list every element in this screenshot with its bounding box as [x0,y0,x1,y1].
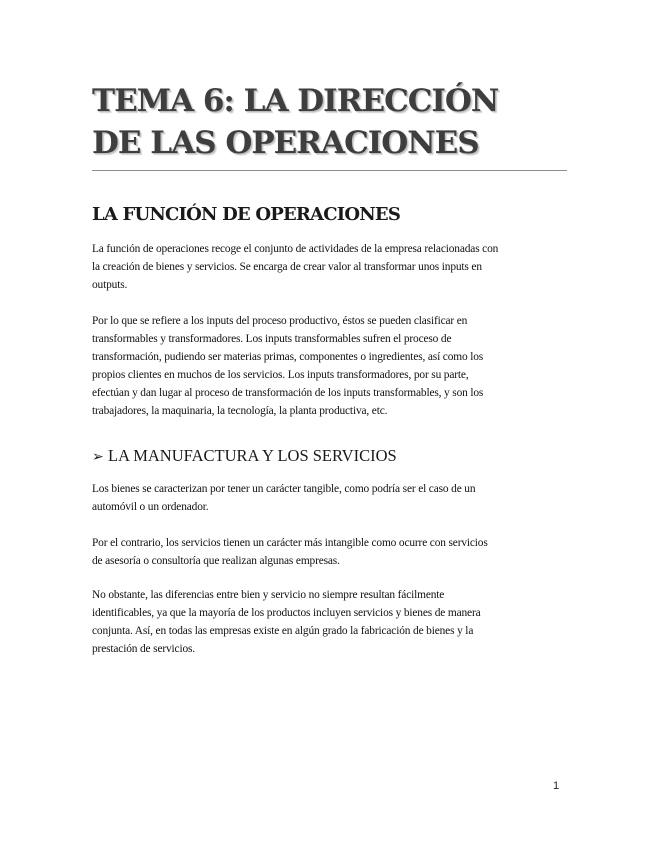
subheading-text: LA MANUFACTURA Y LOS SERVICIOS [108,446,397,465]
subheading-manufactura-servicios [92,444,397,470]
title-line: TEMA 6: LA DIRECCIÓN [92,83,499,119]
title-divider [92,170,567,171]
paragraph-bienes [92,480,562,516]
text-line: Por lo que se refiere a los inputs del proceso productivo, éstos se pueden clasificar en [92,315,468,327]
text-line: conjunta. Así, en todas las empresas existe en algún grado la fabricación de bienes y la [92,625,474,637]
text-line: prestación de servicios. [92,643,195,655]
title-block [92,80,567,171]
text-line: la creación de bienes y servicios. Se encarga de crear valor al transformar unos inputs en [92,261,482,273]
section-heading: LA FUNCIÓN DE OPERACIONES [92,204,401,225]
text-line: Por el contrario, los servicios tienen un carácter más intangible como ocurre con servicios [92,537,488,549]
title-line: DE LAS OPERACIONES [92,125,479,161]
text-line: transformación, pudiendo ser materias primas, componentes o ingredientes, así como los [92,351,484,363]
text-line: automóvil o un ordenador. [92,501,209,513]
text-line: efectúan y dan lugar al proceso de transformación de los inputs transformables, y son los [92,387,484,399]
text-line: La función de operaciones recoge el conjunto de actividades de la empresa relacionadas con [92,243,499,255]
page-number: 1 [553,780,560,792]
text-line: identificables, ya que la mayoría de los productos incluyen servicios y bienes de manera [92,607,481,619]
arrow-bullet-icon: ➢ [92,450,104,465]
paragraph-diferencias [92,586,562,658]
text-line: trabajadores, la maquinaria, la tecnología, la planta productiva, etc. [92,405,388,417]
text-line: transformables y transformadores. Los inputs transformables sufren el proceso de [92,333,452,345]
text-line: propios clientes en muchos de los servicios. Los inputs transformadores, por su parte, [92,369,469,381]
paragraph-inputs [92,312,562,420]
document-title [92,80,567,164]
text-line: No obstante, las diferencias entre bien y servicio no siempre resultan fácilmente [92,589,445,601]
text-line: de asesoría o consultoría que realizan algunas empresas. [92,555,340,567]
paragraph-servicios [92,534,562,570]
text-line: outputs. [92,279,128,291]
text-line: Los bienes se caracterizan por tener un carácter tangible, como podría ser el caso de un [92,483,476,495]
paragraph-intro [92,240,562,294]
